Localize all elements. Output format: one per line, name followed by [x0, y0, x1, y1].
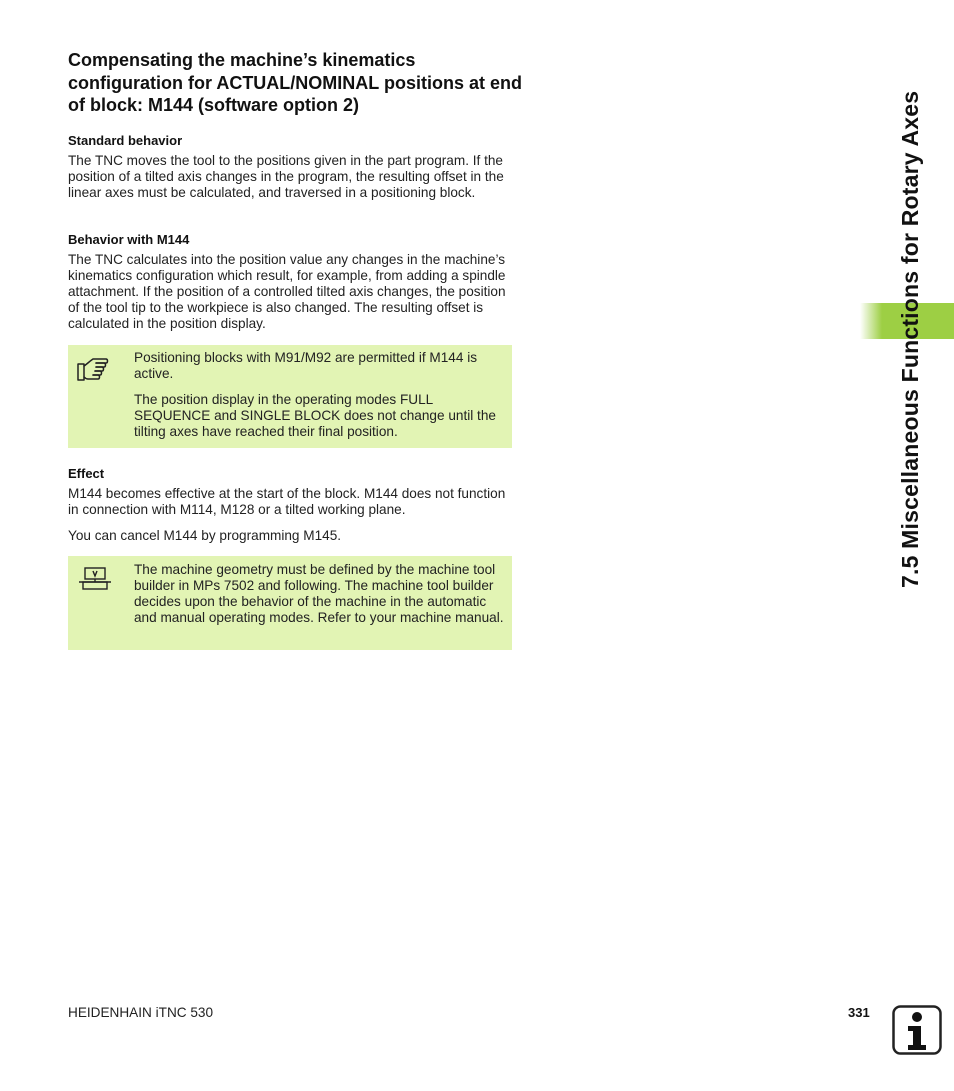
footer-product: HEIDENHAIN iTNC 530 — [68, 1005, 214, 1020]
note-machine-text: The machine geometry must be defined by the machine tool builder in MPs 7502 and following. The machine tool builder decides upon the behavior of the machine in the automatic and manual operating modes. Refer to your machine manual. — [134, 562, 504, 625]
m144-behavior-text: The TNC calculates into the position value any changes in the machine’s kinematics configuration which result, for example, from adding a spindle attachment. If the position of a controlled tilted axis changes, the position of the tool tip to the workpiece is also changed. The resulting offset is calculated in the position display. — [68, 252, 506, 331]
note-box-hint — [68, 345, 512, 448]
chapter-side-title: 7.5 Miscellaneous Functions for Rotary Axes — [897, 90, 923, 588]
standard-behavior-text: The TNC moves the tool to the positions given in the part program. If the position of a tilted axis changes in the program, the resulting offset in the linear axes must be calculated, and traversed in a positioning block. — [68, 153, 504, 200]
page-number: 331 — [848, 1005, 870, 1020]
m144-behavior-heading: Behavior with M144 — [68, 232, 190, 247]
standard-behavior-heading: Standard behavior — [68, 133, 183, 148]
page-title: Compensating the machine’s kinematics configuration for ACTUAL/NOMINAL positions at end of block: M144 (software option 2) — [68, 50, 522, 115]
note-hint-text-1: Positioning blocks with M91/M92 are permitted if M144 is active. — [134, 350, 478, 381]
note-hint-text-2: The position display in the operating modes FULL SEQUENCE and SINGLE BLOCK does not change until the tilting axes have reached their final position. — [134, 392, 496, 439]
machine-tool-icon — [78, 566, 114, 596]
effect-text: M144 becomes effective at the start of the block. M144 does not function in connection with M114, M128 or a tilted working plane. — [68, 486, 506, 517]
side-tab-fade — [860, 303, 882, 339]
info-icon — [892, 1005, 942, 1055]
effect-heading: Effect — [68, 466, 105, 481]
cancel-text: You can cancel M144 by programming M145. — [68, 528, 342, 543]
note-box-machine — [68, 556, 512, 650]
pointing-hand-icon — [76, 353, 112, 383]
